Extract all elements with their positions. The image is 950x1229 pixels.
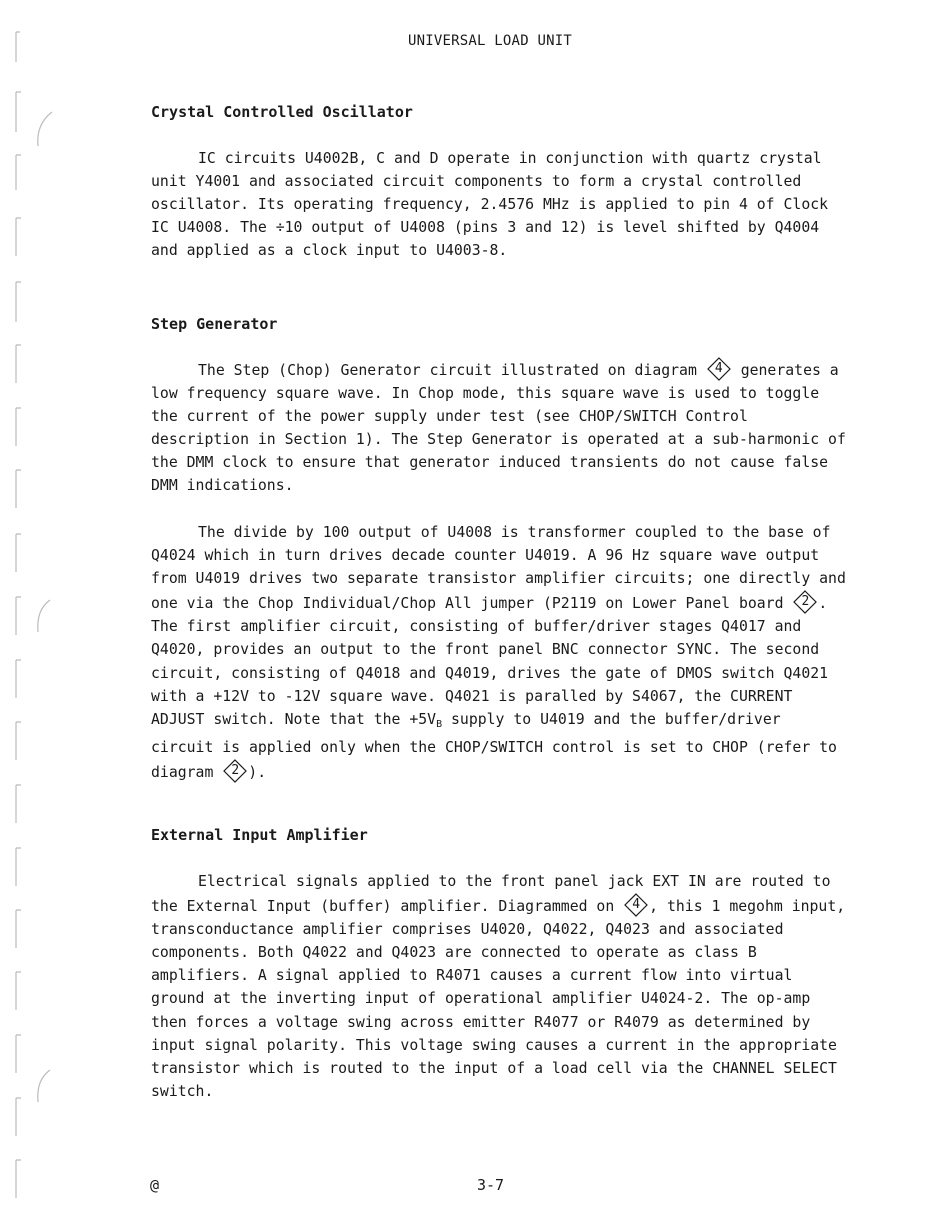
diagram-number: 4 — [714, 361, 723, 376]
paragraph-text: ). — [248, 763, 267, 781]
diagram-reference-diamond — [793, 590, 817, 614]
paragraph-text: IC circuits U4002B, C and D operate in conjunction with quartz crystal unit Y4001 and associated circuit components to form a crystal controlled oscillator. Its operating frequency, 2.4576 MHz is applied to pin 4 of Clock IC U4008. The ÷10 output of U4008 (pins 3 and 12) is level shifted by Q4004 and applied as a clock input to U4003-8. — [151, 150, 829, 260]
subscript-b: B — [436, 718, 443, 730]
diagram-number: 2 — [801, 594, 810, 610]
paragraph-text: Electrical signals applied to the front panel jack EXT IN are routed to the External Input (buffer) amplifier. Diagrammed on — [151, 873, 831, 916]
diagram-reference-diamond — [707, 357, 731, 381]
diagram-reference-diamond — [624, 893, 648, 917]
paragraph-text: supply to U4019 and the buffer/driver circuit is applied only when the CHOP/SWITCH control is set to CHOP (refer to diagram — [151, 710, 837, 781]
section-heading-step-generator: Step Generator — [151, 315, 278, 333]
diagram-number: 4 — [632, 897, 641, 913]
diagram-reference-diamond — [223, 759, 247, 783]
paragraph-step-generator-1 — [151, 357, 851, 498]
paragraph-text: The Step (Chop) Generator circuit illustrated on diagram — [198, 362, 706, 379]
paragraph-text: , this 1 megohm input, transconductance amplifier comprises U4020, Q4022, Q4023 and associated components. Both Q4022 and Q4023 are connected to operate as class B amplifiers. A signal applied to R4071 causes a current flow into virtual ground at the inverting input of operational amplifier U4024-2. The op-amp then forces a voltage swing across emitter R4077 or R4079 as determined by input signal polarity. This voltage swing causes a current in the appropriate transistor which is routed to the input of a load cell via the CHANNEL SELECT switch. — [151, 898, 846, 1100]
paragraph-external-input — [151, 870, 851, 1103]
paragraph-crystal-oscillator — [151, 147, 851, 262]
footer-mark: @ — [150, 1176, 160, 1194]
paragraph-text: generates a low frequency square wave. In Chop mode, this square wave is used to toggle the current of the power supply under test (see CHOP/SWITCH Control description in Section 1). The Step Generator is operated at a sub-harmonic of the DMM clock to ensure that generator induced transients do not cause false DMM indications. — [151, 362, 846, 495]
section-heading-external-input: External Input Amplifier — [151, 826, 368, 844]
paragraph-text: The divide by 100 output of U4008 is transformer coupled to the base of Q4024 which in turn drives decade counter U4019. A 96 Hz square wave output from U4019 drives two separate transistor amplifier circuits; one directly and one via the Chop Individual/Chop All jumper (P2119 on Lower Panel board — [151, 524, 846, 613]
paragraph-text: . The first amplifier circuit, consisting of buffer/driver stages Q4017 and Q4020, provides an output to the front panel BNC connector SYNC. The second circuit, consisting of Q4018 and Q4019, drives the gate of DMOS switch Q4021 with a +12V to -12V square wave. Q4021 is paralled by S4067, the CURRENT ADJUST switch. Note that the +5V — [151, 595, 829, 728]
page-number: 3-7 — [477, 1176, 505, 1194]
paragraph-step-generator-2 — [151, 521, 851, 784]
running-header: UNIVERSAL LOAD UNIT — [408, 33, 572, 49]
diagram-number: 2 — [231, 762, 240, 778]
binder-edge-marks — [0, 0, 60, 1229]
section-heading-crystal-oscillator: Crystal Controlled Oscillator — [151, 103, 413, 121]
